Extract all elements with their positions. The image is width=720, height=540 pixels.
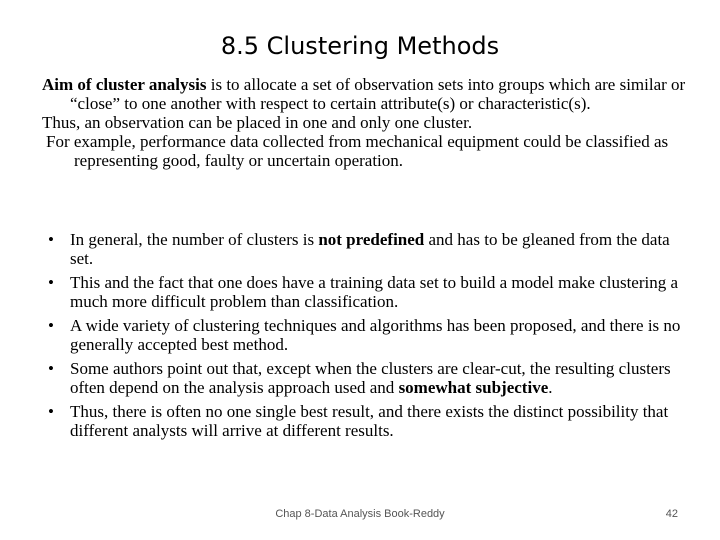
aim-bold-phrase: Aim of cluster analysis — [42, 75, 207, 94]
bullet-item-clusters-not-predefined — [48, 230, 688, 268]
bullet-text: A wide variety of clustering techniques and algorithms has been proposed, and there is no generally accepted best method. — [70, 316, 681, 354]
intro-text — [42, 75, 702, 170]
bullet-item-subjective — [48, 359, 688, 397]
bullet-list — [48, 230, 688, 445]
intro-paragraph-example: For example, performance data collected from mechanical equipment could be classified as representing good, faulty or uncertain operation. — [46, 132, 669, 170]
bullet-marker: • — [48, 273, 54, 292]
bullet-text: and has to be gleaned from the data set. — [70, 230, 670, 268]
bullet-bold-phrase: somewhat subjective — [398, 378, 549, 397]
intro-paragraph-aim — [42, 75, 702, 113]
aim-rest-text: is to allocate a set of observation sets into groups which are similar or “close” to one another with respect to certain attribute(s) or characteristic(s). — [70, 75, 686, 113]
bullet-item-training-data — [48, 273, 688, 311]
page-number: 42 — [665, 508, 678, 520]
intro-paragraph-thus: Thus, an observation can be placed in one and only one cluster. — [42, 113, 473, 132]
bullet-text: In general, the number of clusters is — [70, 230, 319, 249]
bullet-item-no-single-best — [48, 402, 688, 440]
bullet-marker: • — [48, 230, 54, 249]
slide-footer: Chap 8-Data Analysis Book-Reddy — [275, 508, 445, 520]
bullet-marker: • — [48, 359, 54, 378]
bullet-marker: • — [48, 402, 54, 421]
bullet-text: Some authors point out that, except when the clusters are clear-cut, the resulting clusters often depend on the analysis approach used and — [70, 359, 671, 397]
bullet-marker: • — [48, 316, 54, 335]
bullet-bold-phrase: not predefined — [318, 230, 425, 249]
bullet-item-techniques — [48, 316, 688, 354]
slide-title: 8.5 Clustering Methods — [220, 32, 500, 60]
bullet-text: This and the fact that one does have a training data set to build a model make clustering a much more difficult problem than classification. — [70, 273, 679, 311]
bullet-text: Thus, there is often no one single best result, and there exists the distinct possibility that different analysts will arrive at different results. — [70, 402, 669, 440]
bullet-text: . — [548, 378, 553, 397]
